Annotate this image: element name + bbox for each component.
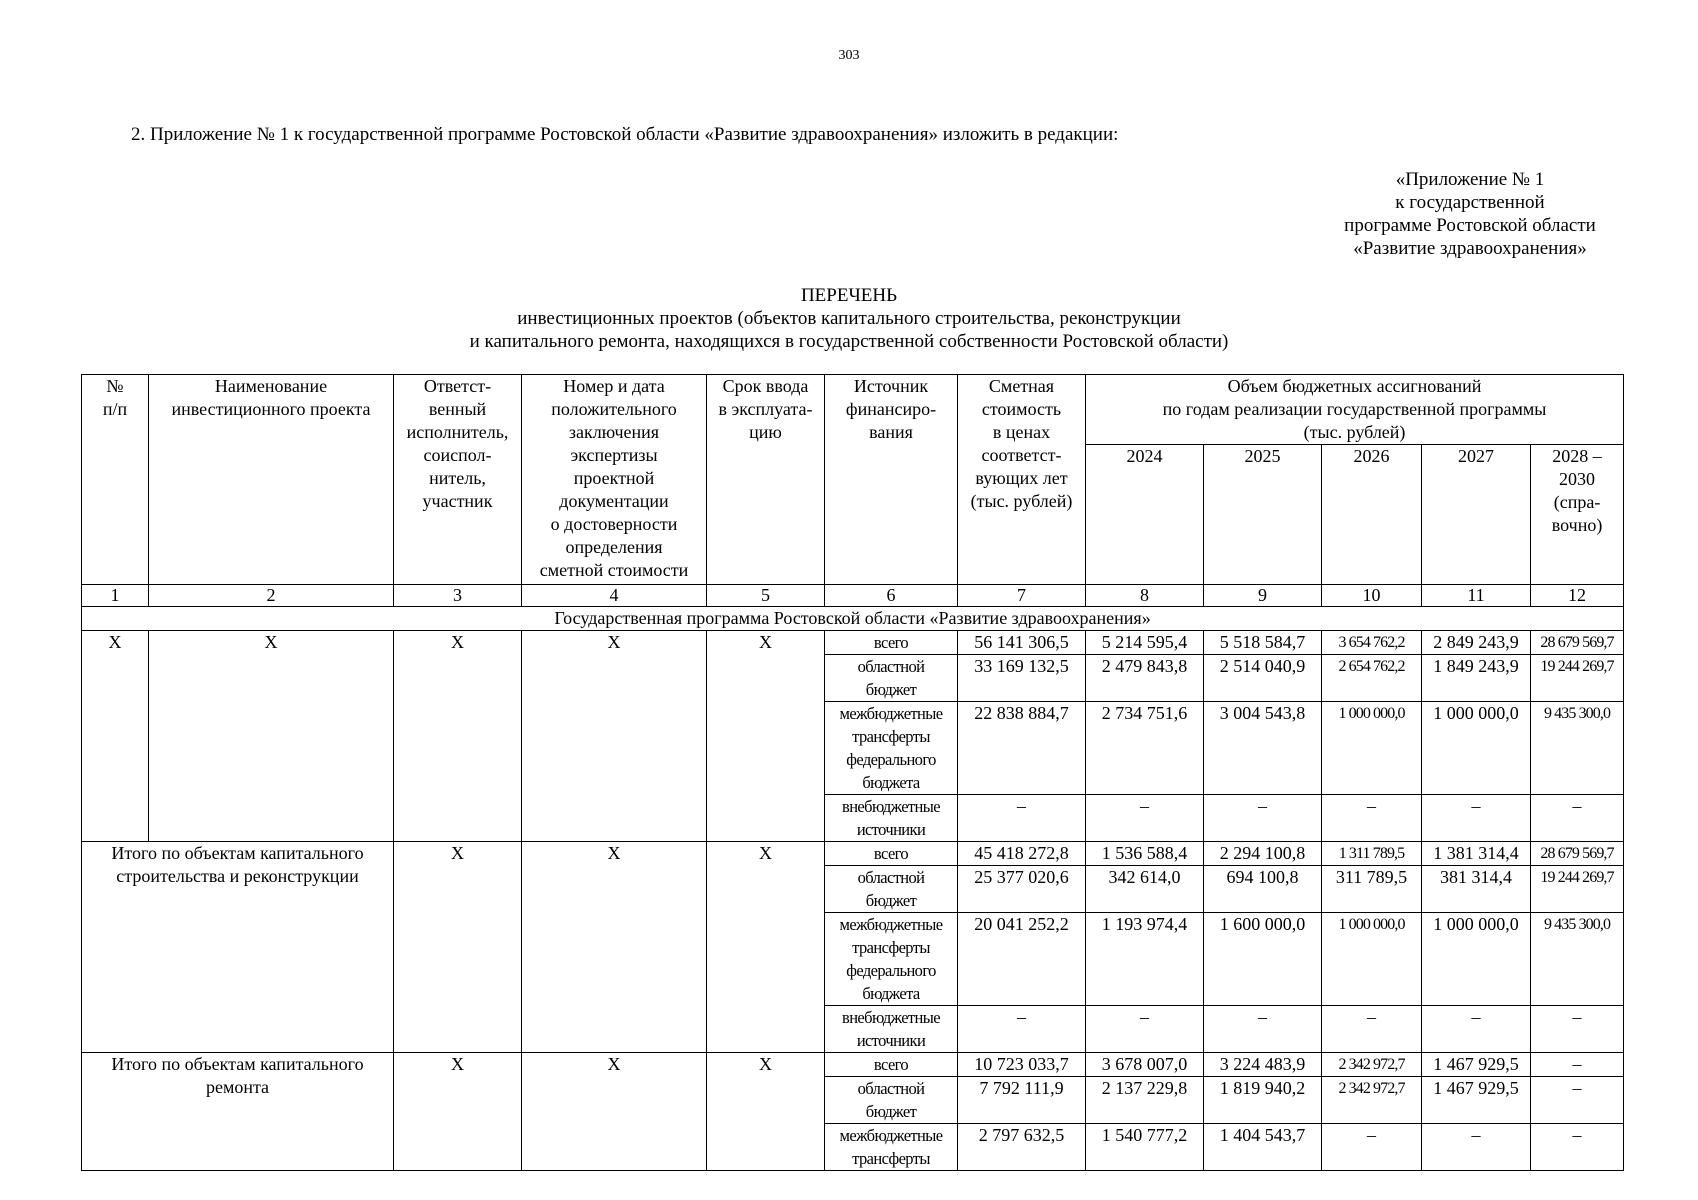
column-number-row [82, 585, 1624, 607]
x-marker: Х [707, 842, 825, 1053]
value-cell: 1 536 588,4 [1086, 842, 1204, 866]
x-marker: Х [707, 631, 825, 842]
value-cell: 2 294 100,8 [1204, 842, 1322, 866]
x-marker: Х [522, 842, 707, 1053]
value-cell: 1 381 314,4 [1422, 842, 1531, 866]
value-cell: 1 000 000,0 [1322, 702, 1422, 795]
source-federal: межбюджетные трансферты федерального бюджета [825, 702, 958, 795]
column-number: 10 [1322, 585, 1422, 607]
column-number: 1 [82, 585, 149, 607]
value-cell: 2 137 229,8 [1086, 1077, 1204, 1124]
column-number: 3 [394, 585, 522, 607]
source-total: всего [825, 1053, 958, 1077]
value-cell: – [1322, 1006, 1422, 1053]
value-cell: 2 479 843,8 [1086, 655, 1204, 702]
x-marker: Х [394, 1053, 522, 1171]
value-cell: – [1531, 795, 1624, 842]
header-executor: Ответст- венный исполнитель, соиспол- нитель, участник [394, 375, 522, 585]
value-cell: 3 678 007,0 [1086, 1053, 1204, 1077]
value-cell: – [1086, 795, 1204, 842]
value-cell: – [1531, 1077, 1624, 1124]
header-estimated-cost: Сметная стоимость в ценах соответст- вующих лет (тыс. рублей) [958, 375, 1086, 585]
header-expertise: Номер и дата положительного заключения экспертизы проектной документации о достоверности определения сметной стоимости [522, 375, 707, 585]
x-marker: Х [394, 842, 522, 1053]
value-cell: 694 100,8 [1204, 866, 1322, 913]
value-cell: 342 614,0 [1086, 866, 1204, 913]
header-year-range: 2028 – 2030 (спра- вочно) [1531, 445, 1624, 585]
value-cell: – [1531, 1006, 1624, 1053]
table-row [82, 842, 1624, 866]
appendix-reference [1280, 168, 1660, 260]
value-cell: 3 004 543,8 [1204, 702, 1322, 795]
value-cell: 1 819 940,2 [1204, 1077, 1322, 1124]
group-label-repair: Итого по объектам капитального ремонта [82, 1053, 394, 1171]
header-year: 2026 [1322, 445, 1422, 585]
column-number: 7 [958, 585, 1086, 607]
value-cell: 1 000 000,0 [1422, 913, 1531, 1006]
value-cell: 2 514 040,9 [1204, 655, 1322, 702]
value-cell: 25 377 020,6 [958, 866, 1086, 913]
appendix-line: «Приложение № 1 [1395, 169, 1545, 190]
value-cell: 9 435 300,0 [1531, 702, 1624, 795]
value-cell: 3 224 483,9 [1204, 1053, 1322, 1077]
source-federal: межбюджетные трансферты федерального бюджета [825, 913, 958, 1006]
column-number: 9 [1204, 585, 1322, 607]
group-label-construction: Итого по объектам капитального строительства и реконструкции [82, 842, 394, 1053]
source-total: всего [825, 631, 958, 655]
header-funding-source: Источник финансиро- вания [825, 375, 958, 585]
source-regional: областной бюджет [825, 655, 958, 702]
value-cell: – [1086, 1006, 1204, 1053]
value-cell: 1 467 929,5 [1422, 1053, 1531, 1077]
x-marker: Х [522, 1053, 707, 1171]
value-cell: – [1204, 1006, 1322, 1053]
value-cell: – [1531, 1053, 1624, 1077]
title-line: инвестиционных проектов (объектов капитального строительства, реконструкции [517, 308, 1181, 329]
column-number: 4 [522, 585, 707, 607]
value-cell: 3 654 762,2 [1322, 631, 1422, 655]
value-cell: 381 314,4 [1422, 866, 1531, 913]
value-cell: 2 849 243,9 [1422, 631, 1531, 655]
value-cell: – [958, 795, 1086, 842]
header-budget-allocations: Объем бюджетных ассигнований по годам реализации государственной программы (тыс. рублей) [1086, 375, 1624, 445]
value-cell: 1 467 929,5 [1422, 1077, 1531, 1124]
header-commissioning-date: Срок ввода в эксплуата- цию [707, 375, 825, 585]
value-cell: – [958, 1006, 1086, 1053]
value-cell: – [1322, 1124, 1422, 1171]
header-year: 2024 [1086, 445, 1204, 585]
column-number: 6 [825, 585, 958, 607]
header-year: 2027 [1422, 445, 1531, 585]
value-cell: 1 311 789,5 [1322, 842, 1422, 866]
document-title [0, 284, 1698, 353]
title-line: и капитального ремонта, находящихся в государственной собственности Ростовской области) [469, 331, 1229, 352]
table-row [82, 631, 1624, 655]
column-number: 5 [707, 585, 825, 607]
x-marker: Х [149, 631, 394, 842]
value-cell: – [1322, 795, 1422, 842]
value-cell: 2 342 972,7 [1322, 1077, 1422, 1124]
value-cell: 5 518 584,7 [1204, 631, 1322, 655]
column-number: 11 [1422, 585, 1531, 607]
source-regional: областной бюджет [825, 1077, 958, 1124]
source-federal: межбюджетные трансферты [825, 1124, 958, 1171]
x-marker: Х [82, 631, 149, 842]
source-regional: областной бюджет [825, 866, 958, 913]
appendix-line: к государственной [1395, 192, 1545, 213]
value-cell: – [1422, 1124, 1531, 1171]
title-line: ПЕРЕЧЕНЬ [800, 285, 898, 306]
value-cell: 7 792 111,9 [958, 1077, 1086, 1124]
value-cell: 45 418 272,8 [958, 842, 1086, 866]
value-cell: – [1531, 1124, 1624, 1171]
column-number: 12 [1531, 585, 1624, 607]
value-cell: 311 789,5 [1322, 866, 1422, 913]
program-row: Государственная программа Ростовской области «Развитие здравоохранения» [82, 607, 1624, 631]
value-cell: 5 214 595,4 [1086, 631, 1204, 655]
column-number: 2 [149, 585, 394, 607]
value-cell: 2 654 762,2 [1322, 655, 1422, 702]
value-cell: 1 193 974,4 [1086, 913, 1204, 1006]
header-project-name: Наименование инвестиционного проекта [149, 375, 394, 585]
value-cell: 1 404 543,7 [1204, 1124, 1322, 1171]
header-year: 2025 [1204, 445, 1322, 585]
value-cell: 2 797 632,5 [958, 1124, 1086, 1171]
x-marker: Х [707, 1053, 825, 1171]
value-cell: 10 723 033,7 [958, 1053, 1086, 1077]
value-cell: 1 000 000,0 [1322, 913, 1422, 1006]
source-extrabudgetary: внебюджетные источники [825, 795, 958, 842]
value-cell: 2 734 751,6 [1086, 702, 1204, 795]
value-cell: 20 041 252,2 [958, 913, 1086, 1006]
value-cell: 1 600 000,0 [1204, 913, 1322, 1006]
value-cell: 1 849 243,9 [1422, 655, 1531, 702]
value-cell: 19 244 269,7 [1531, 655, 1624, 702]
appendix-line: «Развитие здравоохранения» [1353, 238, 1587, 259]
value-cell: 22 838 884,7 [958, 702, 1086, 795]
source-extrabudgetary: внебюджетные источники [825, 1006, 958, 1053]
value-cell: 9 435 300,0 [1531, 913, 1624, 1006]
page-number: 303 [838, 48, 860, 63]
investment-projects-table [81, 374, 1624, 1171]
value-cell: 1 540 777,2 [1086, 1124, 1204, 1171]
value-cell: 1 000 000,0 [1422, 702, 1531, 795]
value-cell: 28 679 569,7 [1531, 631, 1624, 655]
x-marker: Х [522, 631, 707, 842]
value-cell: 19 244 269,7 [1531, 866, 1624, 913]
value-cell: – [1204, 795, 1322, 842]
appendix-line: программе Ростовской области [1344, 215, 1596, 236]
header-number: № п/п [82, 375, 149, 585]
value-cell: 33 169 132,5 [958, 655, 1086, 702]
column-number: 8 [1086, 585, 1204, 607]
source-total: всего [825, 842, 958, 866]
value-cell: 2 342 972,7 [1322, 1053, 1422, 1077]
value-cell: – [1422, 1006, 1531, 1053]
table-row [82, 1053, 1624, 1077]
value-cell: 28 679 569,7 [1531, 842, 1624, 866]
x-marker: Х [394, 631, 522, 842]
intro-paragraph: 2. Приложение № 1 к государственной программе Ростовской области «Развитие здравоохранения» изложить в редакции: [131, 124, 1119, 145]
value-cell: – [1422, 795, 1531, 842]
value-cell: 56 141 306,5 [958, 631, 1086, 655]
